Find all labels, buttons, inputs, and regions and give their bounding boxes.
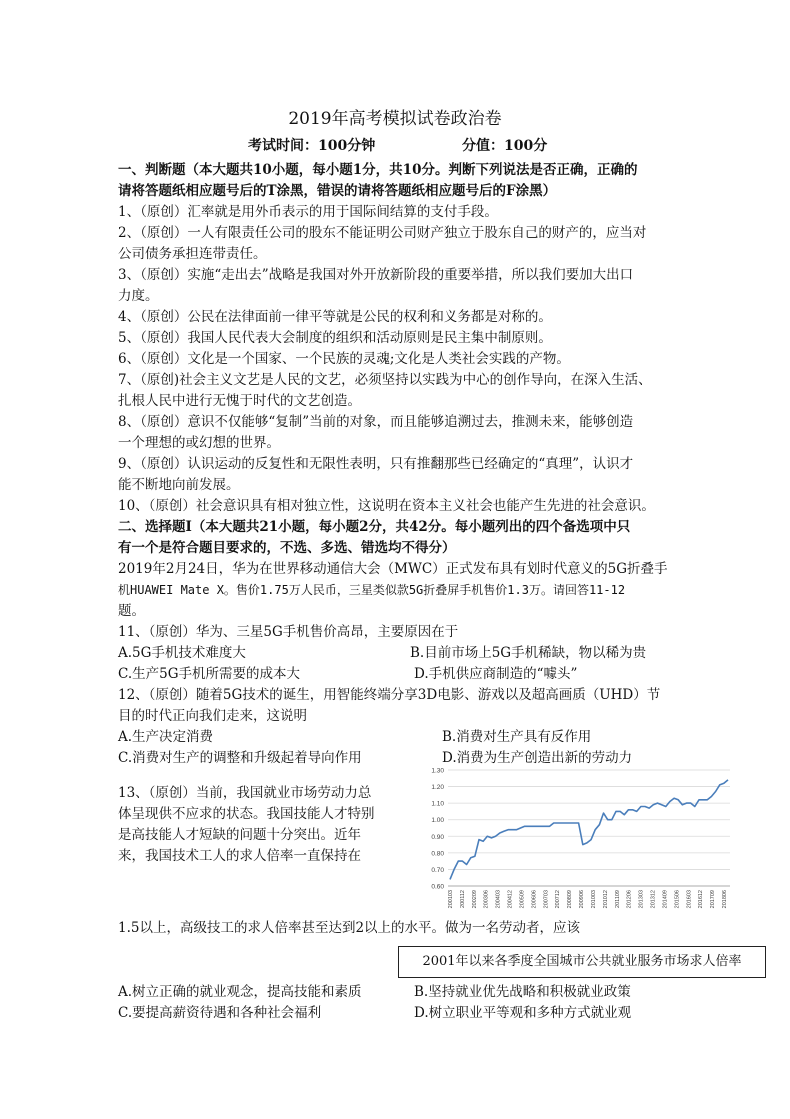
question-12-cont: 目的时代正向我们走来，这说明 <box>118 708 307 724</box>
intro-text-end: 题。 <box>118 603 145 619</box>
q13-option-c: C.要提高薪资待遇和各种社会福利 <box>118 1005 322 1021</box>
y-tick-label: 1.10 <box>431 800 444 808</box>
section2-heading-cont: 有一个是符合题目要求的，不选、多选、错选均不得分） <box>118 540 456 556</box>
x-tick-label: 200509 <box>519 890 526 909</box>
question-9: 9、（原创）认识运动的反复性和无限性表明，只有推翻那些已经确定的“真理”，认识才 <box>118 456 634 472</box>
x-tick-label: 201506 <box>674 890 681 909</box>
q13-option-d: D.树立职业平等观和多种方式就业观 <box>414 1005 632 1021</box>
y-tick-label: 1.00 <box>431 817 444 825</box>
question-12: 12、（原创）随着5G技术的诞生，用智能终端分享3D电影、游戏以及超高画质（UHD）节 <box>118 687 661 703</box>
y-tick-label: 0.60 <box>431 883 444 891</box>
x-tick-label: 201109 <box>614 890 621 908</box>
x-tick-label: 201012 <box>602 890 609 909</box>
page-title: 2019年高考模拟试卷政治卷 <box>288 109 502 129</box>
question-1: 1、（原创）汇率就是用外币表示的用于国际间结算的支付手段。 <box>118 204 498 220</box>
q11-option-b: B.目前市场上5G手机稀缺，物以稀为贵 <box>410 645 647 661</box>
question-9-cont: 能不断地向前发展。 <box>118 477 240 493</box>
q12-option-b: B.消费对生产具有反作用 <box>442 729 592 745</box>
employment-ratio-chart <box>418 764 740 914</box>
y-tick-label: 0.80 <box>431 850 444 858</box>
q11-option-d: D.手机供应商制造的“噱头” <box>414 666 578 682</box>
x-tick-label: 200606 <box>531 890 538 909</box>
q11-option-a: A.5G手机技术难度大 <box>118 645 246 661</box>
x-tick-label: 201303 <box>638 890 645 909</box>
x-tick-label: 200906 <box>579 890 586 909</box>
x-tick-label: 200209 <box>471 890 478 909</box>
exam-time: 考试时间：100分钟 <box>248 138 376 154</box>
q12-option-c: C.消费对生产的调整和升级起着导向作用 <box>118 750 362 766</box>
x-tick-label: 201709 <box>710 890 717 909</box>
x-tick-label: 201806 <box>722 890 728 909</box>
question-13-cont3: 来，我国技术工人的求人倍率一直保持在 <box>118 848 361 864</box>
q13-option-b: B.坚持就业优先战略和积极就业政策 <box>414 984 631 1000</box>
section2-heading: 二、选择题Ⅰ（本大题共21小题，每小题2分，共42分。每小题列出的四个备选项中只 <box>118 519 631 535</box>
q13-option-a: A.树立正确的就业观念，提高技能和素质 <box>118 984 362 1000</box>
question-3: 3、（原创）实施“走出去”战略是我国对外开放新阶段的重要举措，所以我们要加大出口 <box>118 267 634 283</box>
q11-option-c: C.生产5G手机所需要的成本大 <box>118 666 301 682</box>
question-2: 2、（原创）一人有限责任公司的股东不能证明公司财产独立于股东自己的财产的，应当对 <box>118 225 647 241</box>
x-tick-label: 200103 <box>448 890 454 909</box>
q12-option-a: A.生产决定消费 <box>118 729 214 745</box>
x-tick-label: 201612 <box>698 890 705 909</box>
question-13-cont1: 体呈现供不应求的状态。我国技能人才特别 <box>118 806 375 822</box>
x-tick-label: 201603 <box>686 890 693 909</box>
series-line <box>450 780 728 880</box>
x-tick-label: 200306 <box>483 890 490 909</box>
question-8: 8、（原创）意识不仅能够“复制”当前的对象，而且能够追溯过去，推测未来，能够创造 <box>118 414 634 430</box>
y-tick-label: 1.30 <box>431 767 444 775</box>
y-tick-label: 1.20 <box>431 784 444 792</box>
y-tick-label: 0.90 <box>431 833 444 841</box>
x-tick-label: 200112 <box>459 890 466 908</box>
total-score: 分值：100分 <box>462 138 548 154</box>
q12-option-d: D.消费为生产创造出新的劳动力 <box>442 750 633 766</box>
intro-text-cont: 机HUAWEI Mate X。售价1.75万人民币，三星类似款5G折叠屏手机售价1.3万。请回答11-12 <box>118 583 626 597</box>
question-5: 5、（原创）我国人民代表大会制度的组织和活动原则是民主集中制原则。 <box>118 330 552 346</box>
x-tick-label: 201003 <box>590 890 597 909</box>
section1-heading-cont: 请将答题纸相应题号后的T涂黑，错误的请将答题纸相应题号后的F涂黑） <box>118 183 557 199</box>
question-11: 11、（原创）华为、三星5G手机售价高昂，主要原因在于 <box>118 624 459 640</box>
x-tick-label: 200703 <box>543 890 550 909</box>
x-tick-label: 201409 <box>662 890 669 909</box>
question-7: 7、（原创)社会主义文艺是人民的文艺，必须坚持以实践为中心的创作导向，在深入生活、 <box>118 372 652 388</box>
question-7-cont: 扎根人民中进行无愧于时代的文艺创造。 <box>118 393 361 409</box>
x-tick-label: 200403 <box>495 890 502 909</box>
x-tick-label: 200412 <box>507 890 514 909</box>
question-13: 13、（原创）当前，我国就业市场劳动力总 <box>118 785 372 801</box>
x-tick-label: 201312 <box>650 890 657 909</box>
question-13-cont2: 是高技能人才短缺的问题十分突出。近年 <box>118 827 361 843</box>
chart-caption: 2001年以来各季度全国城市公共就业服务市场求人倍率 <box>398 946 766 978</box>
section1-heading: 一、判断题（本大题共10小题，每小题1分，共10分。判断下列说法是否正确，正确的 <box>118 162 638 178</box>
x-tick-label: 201206 <box>626 890 633 909</box>
x-tick-label: 200712 <box>555 890 562 909</box>
question-2-cont: 公司债务承担连带责任。 <box>118 246 267 262</box>
question-6: 6、（原创）文化是一个国家、一个民族的灵魂;文化是人类社会实践的产物。 <box>118 351 570 367</box>
question-13-cont4: 1.5以上，高级技工的求人倍率甚至达到2以上的水平。做为一名劳动者，应该 <box>118 920 581 936</box>
question-4: 4、（原创）公民在法律面前一律平等就是公民的权利和义务都是对称的。 <box>118 309 552 325</box>
question-10: 10、（原创）社会意识具有相对独立性，这说明在资本主义社会也能产生先进的社会意识。 <box>118 498 655 514</box>
question-3-cont: 力度。 <box>118 288 159 304</box>
intro-text: 2019年2月24日，华为在世界移动通信大会（MWC）正式发布具有划时代意义的5G折叠手 <box>118 561 668 577</box>
x-tick-label: 200809 <box>567 890 574 909</box>
question-8-cont: 一个理想的或幻想的世界。 <box>118 435 280 451</box>
y-tick-label: 0.70 <box>431 866 444 874</box>
